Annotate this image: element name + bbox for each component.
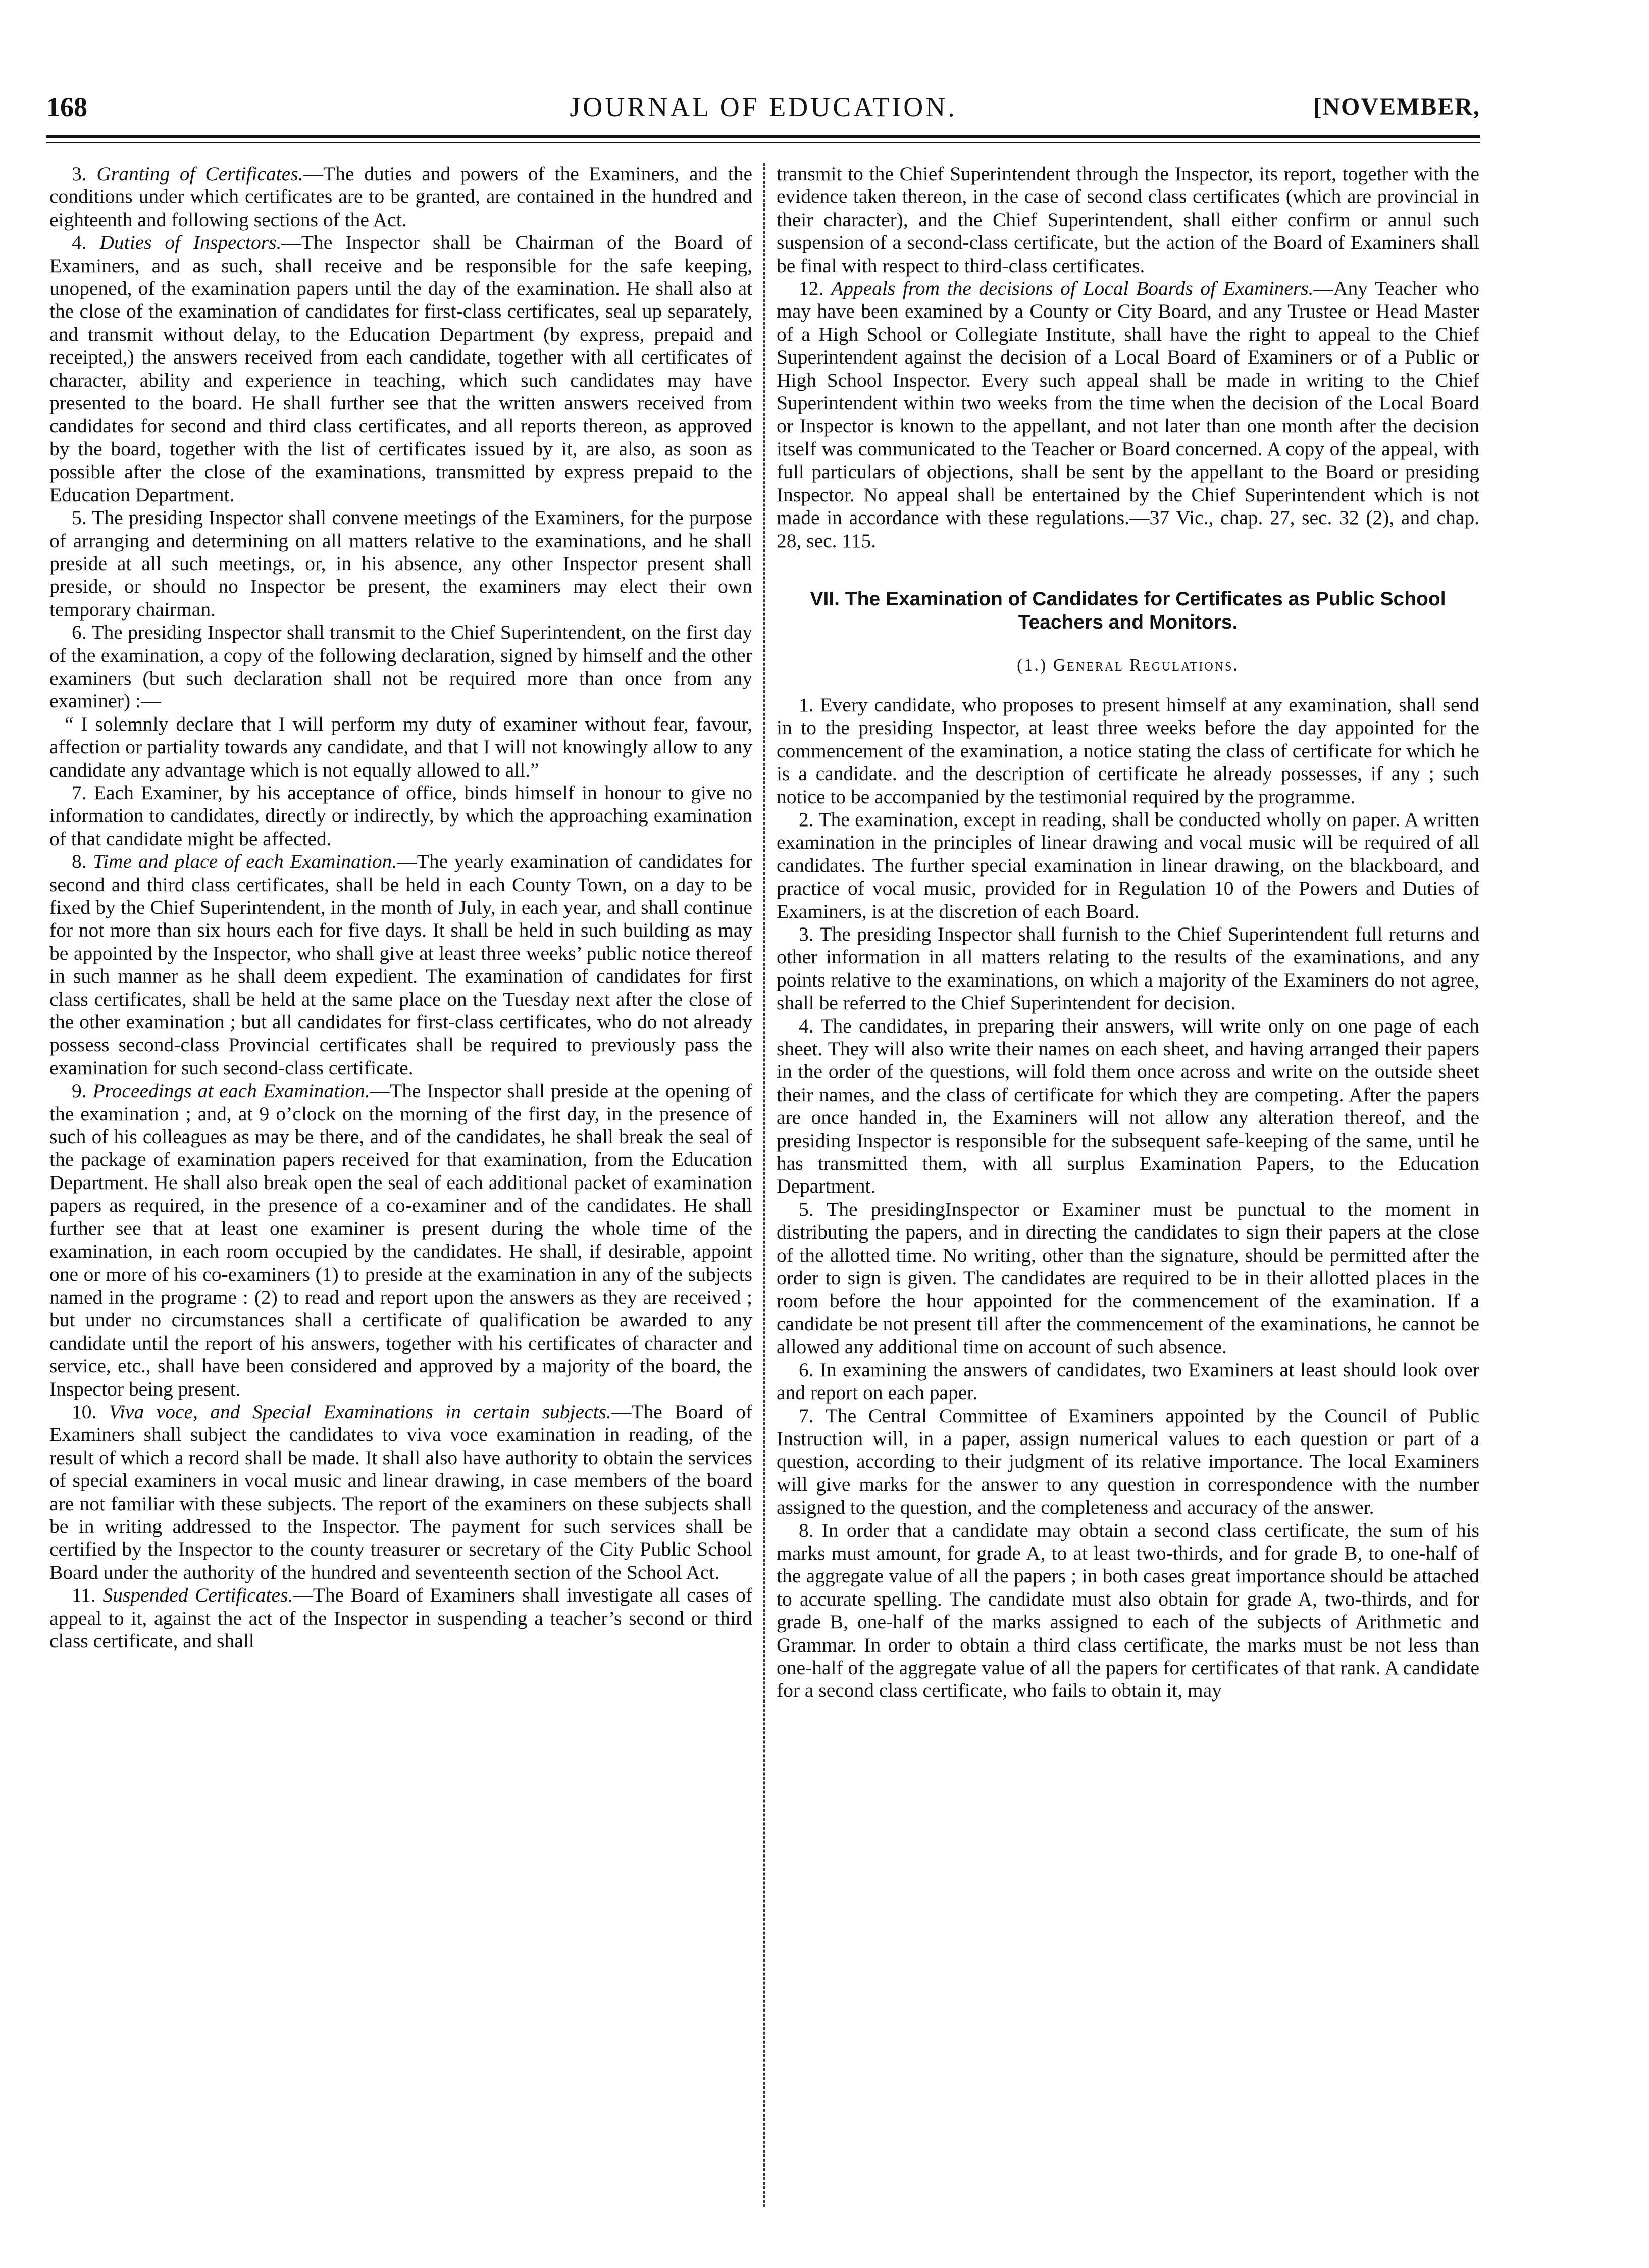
- paragraph-number: 8.: [799, 1519, 814, 1541]
- sub-heading: (1.) General Regulations.: [1017, 655, 1239, 675]
- paragraph-text: —The Inspector shall be Chairman of the Board of Examiners, and as such, shall receive and be responsible for the safe keeping, unopened, of the examination papers until the day of the examination. He shall also at the close of the examination of candidates for first-class certificates, seal up separately, and transmit without delay, to the Education Department (by express, prepaid and receipted,) the answers received from each candidate, together with all certificates of character, ability and experience in teaching, which such candidates may have presented to the board. He shall further see that the written answers received from candidates for second and third class certificates, and all reports thereon, as approved by the board, together with the list of certificates issued by it, are also, as soon as possible after the close of the examinations, transmitted by express prepaid to the Education Department.: [49, 231, 752, 506]
- paragraph-number: 3.: [72, 163, 87, 185]
- paragraph-heading: Granting of Certificates.: [96, 163, 303, 185]
- page-number: 168: [46, 92, 87, 122]
- paragraph-heading: Viva voce, and Special Examinations in certain subjects.: [109, 1400, 611, 1423]
- paragraph: [49, 850, 752, 1079]
- paragraph-number: 7.: [72, 781, 87, 804]
- paragraph-text: —The duties and powers of the Examiners, and the conditions under which certificates are to be granted, are contained in the hundred and eighteenth and following sections of the Act.: [49, 163, 752, 231]
- right-column-bottom: [777, 694, 1479, 1703]
- paragraph-number: 2.: [799, 808, 814, 831]
- paragraph-number: 5.: [72, 506, 87, 529]
- paragraph: [777, 163, 1479, 277]
- paragraph: [49, 1079, 752, 1401]
- paragraph-text: The presidingInspector or Examiner must be punctual to the moment in distributing the papers, and in directing the candidates to sign their papers at the close of the allotted time. No writing, other than the signature, should be permitted after the order to sign is given. The candidates are required to be in their allotted places in the room before the hour appointed for the commencement of the examination. If a candidate be not present till after the commencement of the examinations, he cannot be allowed any additional time on account of such absence.: [777, 1198, 1479, 1358]
- paragraph-text: The presiding Inspector shall furnish to the Chief Superintendent full returns and other information in all matters relating to the results of the examinations, and any points relative to the examinations, on which a majority of the Examiners do not agree, shall be referred to the Chief Superintendent for decision.: [777, 922, 1479, 1014]
- section-heading: VII. The Examination of Candidates for Certificates as Public School Teachers and Monitors.: [810, 588, 1446, 633]
- paragraph: [777, 808, 1479, 923]
- paragraph: [49, 163, 752, 231]
- paragraph: [49, 506, 752, 621]
- right-column: [777, 163, 1479, 2223]
- paragraph: [49, 1401, 752, 1584]
- paragraph-number: 11.: [72, 1584, 96, 1607]
- paragraph-text: transmit to the Chief Superintendent through the Inspector, its report, together with the evidence taken thereon, in the case of second class certificates (which are provincial in their character), and the Chief Superintendent, shall either confirm or annul such suspension of a second-class certificate, but the action of the Board of Examiners shall be final with respect to third-class certificates.: [777, 163, 1479, 277]
- paragraph-heading: Appeals from the decisions of Local Boards of Examiners.: [831, 277, 1314, 300]
- paragraph-text: “ I solemnly declare that I will perform my duty of examiner without fear, favour, affection or partiality towards any candidate, and that I will not knowingly allow to any candidate any advantage which is not equally allowed to all.”: [49, 712, 752, 781]
- paragraph: [49, 713, 752, 782]
- paragraph-text: Each Examiner, by his acceptance of office, binds himself in honour to give no information to candidates, directly or indirectly, by which the approaching examination of that candidate might be affected.: [49, 781, 752, 850]
- paragraph-heading: Proceedings at each Examination.: [92, 1079, 370, 1102]
- paragraph-number: 9.: [72, 1079, 87, 1102]
- paragraph-number: 6.: [799, 1358, 814, 1381]
- paragraph-text: —Any Teacher who may have been examined by a County or City Board, and any Trustee or Head Master of a High School or Collegiate Institute, shall have the right to appeal to the Chief Superintendent against the decision of a Local Board of Examiners or of a Public or High School Inspector. Every such appeal shall be made in writing to the Chief Superintendent within two weeks from the time when the decision of the Local Board or Inspector is known to the appellant, and not later than one month after the decision itself was communicated to the Teacher or Board concerned. A copy of the appeal, with full particulars of objections, shall be sent by the appellant to the Board or presiding Inspector. No appeal shall be entertained by the Chief Superintendent which is not made in accordance with these regulations.—37 Vic., chap. 27, sec. 32 (2), and chap. 28, sec. 115.: [777, 277, 1479, 552]
- paragraph-heading: Duties of Inspectors.: [99, 231, 282, 254]
- paragraph-text: The examination, except in reading, shall be conducted wholly on paper. A written examination in the principles of linear drawing and vocal music will be required of all candidates. The further special examination in linear drawing, on the blackboard, and practice of vocal music, provided for in Regulation 10 of the Powers and Duties of Examiners, is at the discretion of each Board.: [777, 808, 1479, 922]
- paragraph-number: 12.: [799, 277, 824, 300]
- paragraph: [777, 923, 1479, 1015]
- paragraph: [777, 1519, 1479, 1703]
- paragraph-number: 1.: [799, 693, 814, 716]
- paragraph-text: In examining the answers of candidates, two Examiners at least should look over and report on each paper.: [777, 1358, 1479, 1404]
- paragraph: [49, 782, 752, 850]
- paragraph-text: The presiding Inspector shall transmit to the Chief Superintendent, on the first day of the examination, a copy of the following declaration, signed by himself and the other examiners (but such declaration shall not be required more than once from any examiner) :—: [49, 621, 752, 712]
- paragraph-text: —The Inspector shall preside at the opening of the examination ; and, at 9 o’clock on the morning of the first day, in the presence of such of his colleagues as may be there, and of the candidates, he shall break the seal of the package of examination papers received for that examination, from the Education Department. He shall also break open the seal of each additional packet of examination papers as required, in the presence of a co-examiner and of the candidates. He shall further see that at least one examiner is present during the whole time of the examination, in each room occupied by the candidates. He shall, if desirable, appoint one or more of his co-examiners (1) to preside at the examination in any of the subjects named in the programe : (2) to read and report upon the answers as they are received ; but under no circumstances shall a certificate of qualification be awarded to any candidate until the report of his answers, together with his certificates of character and service, etc., shall have been considered and approved by a majority of the board, the Inspector being present.: [49, 1079, 752, 1400]
- paragraph-number: 4.: [799, 1014, 814, 1037]
- paragraph-text: The candidates, in preparing their answers, will write only on one page of each sheet. They will also write their names on each sheet, and having arranged their papers in the order of the questions, will fold them once across and write on the outside sheet their names, and the class of certificate for which they are competing. After the papers are once handed in, the Examiners will not allow any alteration thereof, and the presiding Inspector is responsible for the subsequent safe-keeping of the same, until he has transmitted them, with all surplus Examination Papers, to the Education Department.: [777, 1014, 1479, 1198]
- journal-title: JOURNAL OF EDUCATION.: [570, 92, 957, 122]
- paragraph-heading: Suspended Certificates.: [102, 1584, 293, 1607]
- paragraph-number: 4.: [72, 231, 87, 254]
- header-rule-thin: [46, 142, 1480, 143]
- paragraph-text: Every candidate, who proposes to present himself at any examination, shall send in to the presiding Inspector, at least three weeks before the day appointed for the commencement of the examination, a notice stating the class of certificate for which he is a candidate. and the description of certificate he already possesses, if any ; such notice to be accompanied by the testimonial required by the programme.: [777, 693, 1479, 808]
- paragraph: [777, 694, 1479, 808]
- paragraph: [777, 1015, 1479, 1198]
- paragraph-text: —The Board of Examiners shall subject the candidates to viva voce examination in reading, of the result of which a record shall be made. It shall also have authority to obtain the services of special examiners in vocal music and linear drawing, in case members of the board are not familiar with these subjects. The report of the examiners on these subjects shall be in writing addressed to the Inspector. The payment for such services shall be certified by the Inspector to the county treasurer or secretary of the City Public School Board under the authority of the hundred and seventeenth section of the School Act.: [49, 1400, 752, 1583]
- paragraph-text: The Central Committee of Examiners appointed by the Council of Public Instruction will, in a paper, assign numerical values to each question or part of a question, according to their judgment of its relative importance. The local Examiners will give marks for the answer to any question in correspondence with the number assigned to the question, and the completeness and accuracy of the answer.: [777, 1404, 1479, 1519]
- page-header: [46, 91, 1480, 127]
- paragraph: [49, 621, 752, 713]
- header-rule-thick: [46, 135, 1480, 138]
- paragraph: [777, 277, 1479, 552]
- paragraph-text: The presiding Inspector shall convene meetings of the Examiners, for the purpose of arranging and determining on all matters relative to the examinations, and he shall preside at all such meetings, or, in his absence, any other Inspector present shall preside, or should no Inspector be present, the examiners may elect their own temporary chairman.: [49, 506, 752, 621]
- paragraph: [49, 231, 752, 506]
- paragraph: [777, 1359, 1479, 1405]
- paragraph-number: 7.: [799, 1404, 814, 1427]
- paragraph-number: 5.: [799, 1198, 814, 1220]
- paragraph-number: 3.: [799, 922, 814, 945]
- column-divider: [763, 163, 765, 2207]
- paragraph-heading: Time and place of each Examination.: [93, 850, 397, 873]
- paragraph-text: —The Board of Examiners shall investigate all cases of appeal to it, against the act of the Inspector in suspending a teacher’s second or third class certificate, and shall: [49, 1584, 752, 1652]
- left-column: [49, 163, 752, 2223]
- paragraph: [49, 1584, 752, 1653]
- paragraph: [777, 1405, 1479, 1519]
- paragraph-number: 6.: [72, 621, 87, 644]
- paragraph-number: 8.: [72, 850, 87, 873]
- right-column-top: [777, 163, 1479, 552]
- paragraph: [777, 1198, 1479, 1359]
- paragraph-text: —The yearly examination of candidates for second and third class certificates, shall be held in each County Town, on a day to be fixed by the Chief Superintendent, in the month of July, in each year, and shall continue for not more than six hours each for five days. It shall be held in such building as may be appointed by the Inspector, who shall give at least three weeks’ public notice thereof in such manner as he shall deem expedient. The examination of candidates for first class certificates, shall be held at the same place on the Tuesday next after the close of the other examination ; but all candidates for first-class certificates, who do not already possess second-class Provincial certificates shall be required to previously pass the examination for such second-class certificate.: [49, 850, 752, 1079]
- paragraph-number: 10.: [72, 1400, 97, 1423]
- issue-month: [NOVEMBER,: [1313, 93, 1480, 120]
- paragraph-text: In order that a candidate may obtain a second class certificate, the sum of his marks must amount, for grade A, to at least two-thirds, and for grade B, to one-half of the aggregate value of all the papers ; in both cases great importance should be attached to accurate spelling. The candidate must also obtain for grade A, two-thirds, and for grade B, one-half of the marks assigned to each of the subjects of Arithmetic and Grammar. In order to obtain a third class certificate, the marks must be not less than one-half of the aggregate value of all the papers for certificates of that rank. A candidate for a second class certificate, who fails to obtain it, may: [777, 1519, 1479, 1702]
